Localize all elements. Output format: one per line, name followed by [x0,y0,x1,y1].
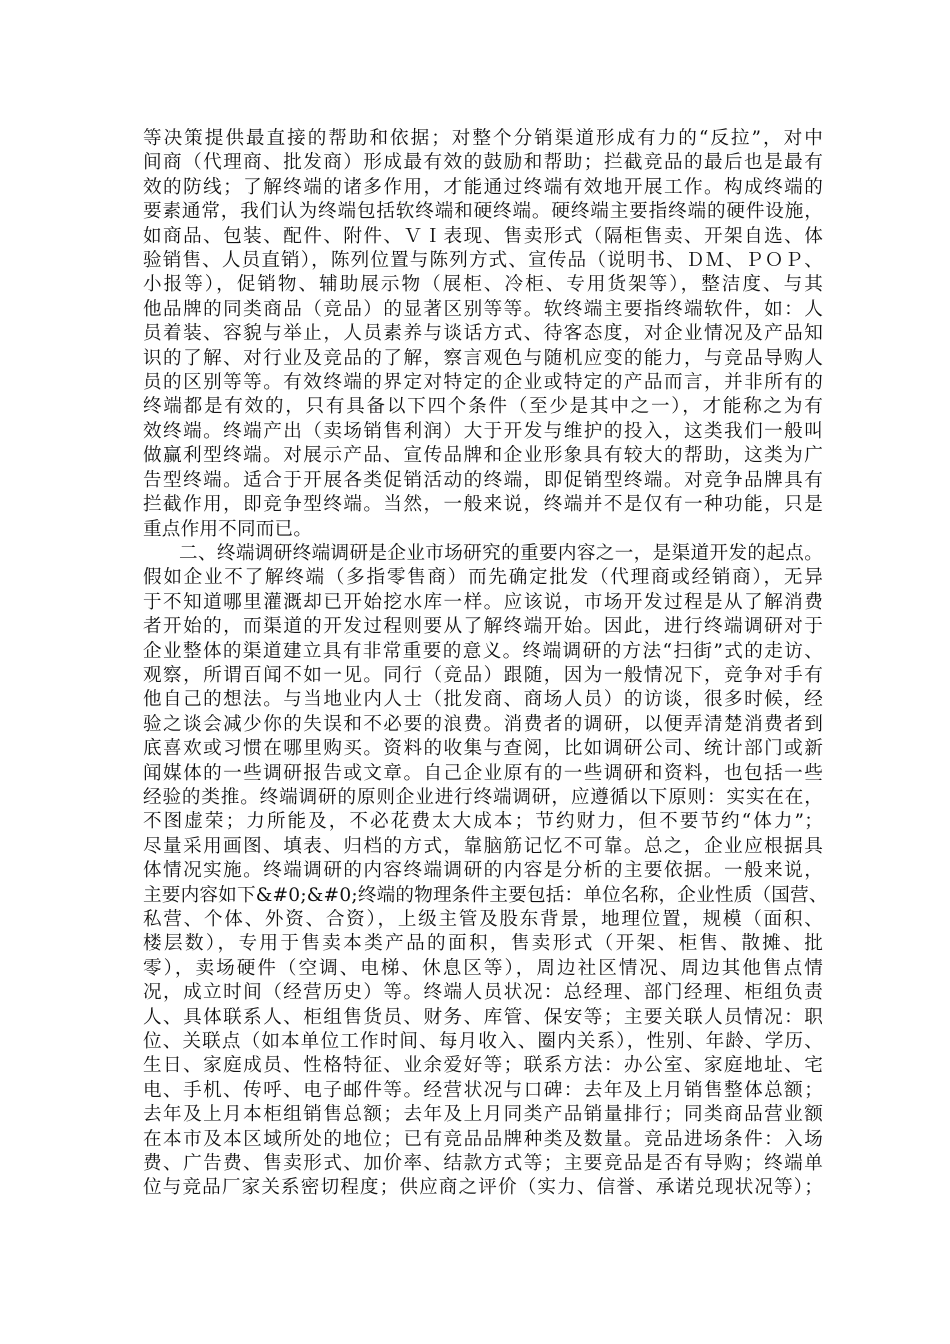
text-line: 私营、个体、外资、合资），上级主管及股东背景，地理位置，规模（面积、 [143,909,823,930]
text-line: 假如企业不了解终端（多指零售商）而先确定批发（代理商或经销商），无异 [143,567,823,589]
text-line: 底喜欢或习惯在哪里购买。资料的收集与查阅，比如调研公司、统计部门或新 [143,738,823,760]
text-line: 做赢利型终端。对展示产品、宣传品牌和企业形象具有较大的帮助，这类为广 [143,445,823,467]
text-line: 零），卖场硬件（空调、电梯、休息区等），周边社区情况、周边其他售点情 [143,957,823,979]
text-line: 位、关联点（如本单位工作时间、每月收入、圈内关系），性别、年龄、学历、 [143,1031,823,1053]
text-line: 况，成立时间（经营历史）等。终端人员状况：总经理、部门经理、柜组负责 [143,982,823,1004]
text-line: 验之谈会减少你的失误和不必要的浪费。消费者的调研，以便弄清楚消费者到 [143,713,823,735]
text-line: 小报等），促销物、辅助展示物（展柜、冷柜、专用货架等），整洁度、与其 [143,274,823,296]
text-line: 在本市及本区域所处的地位；已有竞品品牌种类及数量。竞品进场条件：入场 [143,1128,823,1150]
text-line: 观察，所谓百闻不如一见。同行（竞品）跟随，因为一般情况下，竞争对手有 [143,664,823,686]
text-line: 效终端。终端产出（卖场销售利润）大于开发与维护的投入，这类我们一般叫 [143,420,823,442]
text-line: 终端都是有效的，只有具备以下四个条件（至少是其中之一），才能称之为有 [143,396,823,418]
text-line: 去年及上月本柜组销售总额；去年及上月同类产品销量排行；同类商品营业额 [143,1104,823,1126]
text-line: 电、手机、传呼、电子邮件等。经营状况与口碑：去年及上月销售整体总额； [143,1079,823,1101]
text-line: 楼层数），专用于售卖本类产品的面积，售卖形式（开架、柜售、散摊、批 [143,933,823,955]
text-line: 重点作用不同而已。 [143,518,313,540]
text-line: 企业整体的渠道建立具有非常重要的意义。终端调研的方法“扫街”式的走访、 [143,640,823,662]
text-line: 人、具体联系人、柜组售货员、财务、库管、保安等；主要关联人员情况：职 [143,1006,823,1028]
text-line: 位与竞品厂家关系密切程度；供应商之评价（实力、信誉、承诺兑现状况等）； [143,1177,823,1199]
text-line: 尽量采用画图、填表、归档的方式，靠脑筋记忆不可靠。总之，企业应根据具 [143,835,823,857]
text-line: 闻媒体的一些调研报告或文章。自己企业原有的一些调研和资料，也包括一些 [143,762,823,784]
text-line: 效的防线；了解终端的诸多作用，才能通过终端有效地开展工作。构成终端的 [143,176,823,198]
text-line: 主要内容如下&#0;&#0;终端的物理条件主要包括：单位名称，企业性质（国营、 [143,884,828,906]
text-line: 如商品、包装、配件、附件、ＶＩ表现、售卖形式（隔柜售卖、开架自选、体 [143,225,823,247]
text-line: 识的了解、对行业及竞品的了解，察言观色与随机应变的能力，与竞品导购人 [143,347,823,369]
text-line: 不图虚荣；力所能及，不必花费太大成本；节约财力，但不要节约“体力”； [143,811,823,833]
text-line: 告型终端。适合于开展各类促销活动的终端，即促销型终端。对竞争品牌具有 [143,469,823,491]
document-page [143,127,828,1201]
text-line: 间商（代理商、批发商）形成最有效的鼓励和帮助；拦截竞品的最后也是最有 [143,152,823,174]
text-line: 费、广告费、售卖形式、加价率、结款方式等；主要竞品是否有导购；终端单 [143,1153,823,1175]
text-line: 者开始的，而渠道的开发过程则要从了解终端开始。因此，进行终端调研对于 [143,616,823,638]
text-line: 体情况实施。终端调研的内容终端调研的内容是分析的主要依据。一般来说， [143,860,823,882]
text-line: 要素通常，我们认为终端包括软终端和硬终端。硬终端主要指终端的硬件设施， [143,201,823,223]
text-line: 拦截作用，即竞争型终端。当然，一般来说，终端并不是仅有一种功能，只是 [143,494,823,516]
text-line: 员的区别等等。有效终端的界定对特定的企业或特定的产品而言，并非所有的 [143,372,823,394]
paragraph-1 [143,127,823,542]
text-line: 他自己的想法。与当地业内人士（批发商、商场人员）的访谈，很多时候，经 [143,689,823,711]
text-line: 经验的类推。终端调研的原则企业进行终端调研，应遵循以下原则：实实在在， [143,786,823,808]
paragraph-2 [143,542,828,1201]
text-line: 生日、家庭成员、性格特征、业余爱好等；联系方法：办公室、家庭地址、宅 [143,1055,823,1077]
text-line: 员着装、容貌与举止，人员素养与谈话方式、待客态度，对企业情况及产品知 [143,323,823,345]
text-line: 他品牌的同类商品（竞品）的显著区别等等。软终端主要指终端软件，如：人 [143,298,823,320]
text-line: 于不知道哪里灌溉却已开始挖水库一样。应该说，市场开发过程是从了解消费 [143,591,823,613]
text-line: 验销售、人员直销），陈列位置与陈列方式、宣传品（说明书、ＤＭ、ＰＯＰ、 [143,250,823,272]
text-line: 等决策提供最直接的帮助和依据；对整个分销渠道形成有力的“反拉”，对中 [143,128,823,149]
text-line: 二、终端调研终端调研是企业市场研究的重要内容之一，是渠道开发的起点。 [179,542,823,564]
